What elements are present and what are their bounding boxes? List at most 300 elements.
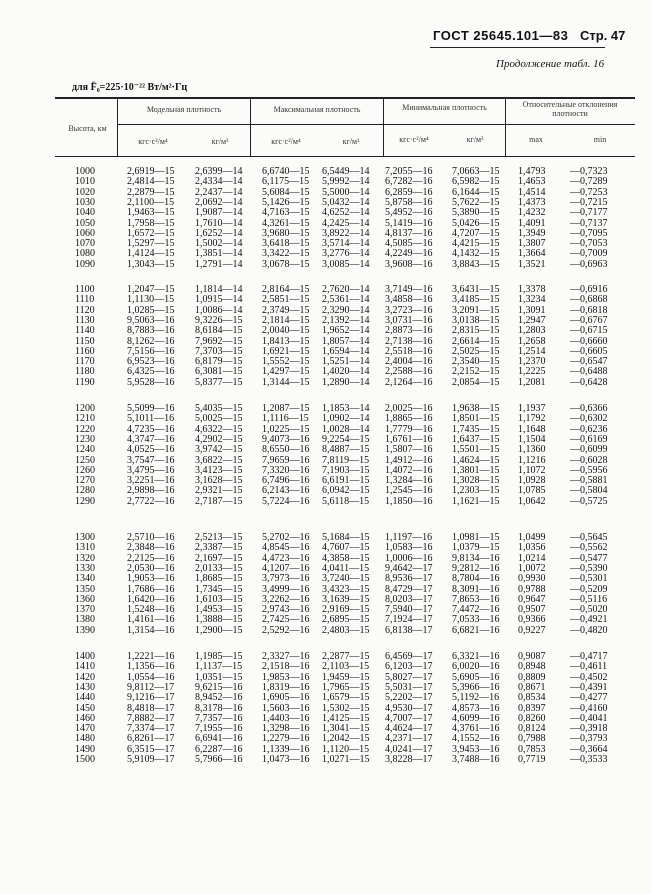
cell-max-kgs: 2,5292—16 bbox=[262, 624, 310, 636]
cell-min-kg: 7,8653—16 bbox=[452, 593, 500, 605]
cell-max-kg: 2,1392—14 bbox=[322, 314, 370, 326]
cell-model-kgs: 1,0285—15 bbox=[127, 304, 175, 316]
cell-model-kg: 7,7357—16 bbox=[195, 712, 243, 724]
cell-max-kgs: 1,8413—15 bbox=[262, 335, 310, 347]
cell-min-kg: 1,8501—15 bbox=[452, 413, 500, 425]
cell-min-kgs: 1,3284—16 bbox=[385, 475, 433, 487]
cell-min-kg: 9,2812—16 bbox=[452, 562, 500, 574]
cell-rel-max: 1,2803 bbox=[518, 325, 546, 337]
cell-min-kgs: 4,8137—16 bbox=[385, 227, 433, 239]
cell-rel-max: 1,4232 bbox=[518, 207, 546, 219]
cell-max-kgs: 6,2143—16 bbox=[262, 485, 310, 497]
cell-model-kg: 1,2791—14 bbox=[195, 258, 243, 270]
cell-max-kgs: 2,3749—15 bbox=[262, 304, 310, 316]
table-condition: для F̄₀=225·10⁻²² Вт/м²·Гц bbox=[72, 82, 188, 93]
cell-max-kg: 1,4125—15 bbox=[322, 712, 370, 724]
cell-model-kgs: 1,4124—15 bbox=[127, 248, 175, 260]
cell-rel-max: 1,0642 bbox=[518, 495, 546, 507]
cell-model-kg: 8,9452—16 bbox=[195, 692, 243, 704]
unit-label: кгс·с²/м⁴ bbox=[138, 137, 168, 146]
cell-model-kg: 8,3178—16 bbox=[195, 702, 243, 714]
cell-max-kgs: 1,2279—16 bbox=[262, 733, 310, 745]
cell-min-kg: 1,0379—15 bbox=[452, 542, 500, 554]
cell-min-kgs: 5,4952—16 bbox=[385, 207, 433, 219]
cell-min-kgs: 2,2588—16 bbox=[385, 366, 433, 378]
header-rule bbox=[430, 47, 605, 48]
cell-min-kg: 7,4472—16 bbox=[452, 604, 500, 616]
cell-max-kgs: 2,9743—16 bbox=[262, 604, 310, 616]
cell-max-kg: 1,1853—14 bbox=[322, 403, 370, 414]
cell-min-kgs: 3,2723—16 bbox=[385, 304, 433, 316]
cell-max-kgs: 1,4403—16 bbox=[262, 712, 310, 724]
cell-model-kg: 1,7345—15 bbox=[195, 583, 243, 595]
cell-min-kg: 8,7804—16 bbox=[452, 573, 500, 585]
cell-model-kg: 1,1814—14 bbox=[195, 284, 243, 295]
unit-label: кгс·с²/м⁴ bbox=[271, 137, 301, 146]
cell-max-kgs: 3,9680—15 bbox=[262, 227, 310, 239]
cell-model-kgs: 1,7958—15 bbox=[127, 217, 175, 229]
cell-rel-max: 0,9507 bbox=[518, 604, 546, 616]
cell-max-kg: 3,8922—14 bbox=[322, 227, 370, 239]
cell-max-kgs: 4,8545—16 bbox=[262, 542, 310, 554]
cell-rel-max: 1,4373 bbox=[518, 196, 546, 208]
cell-rel-max: 1,3949 bbox=[518, 227, 546, 239]
cell-max-kgs: 1,2087—15 bbox=[262, 403, 310, 414]
cell-rel-min: —0,6660 bbox=[570, 335, 608, 347]
cell-max-kg: 2,2877—15 bbox=[322, 651, 370, 662]
cell-height: 1470 bbox=[75, 723, 95, 735]
col-header-model: Модельная плотность bbox=[146, 105, 222, 114]
cell-rel-min: —0,4921 bbox=[570, 614, 608, 626]
cell-min-kg: 1,1621—15 bbox=[452, 495, 500, 507]
cell-max-kgs: 2,5851—15 bbox=[262, 294, 310, 306]
cell-rel-min: —0,7323 bbox=[570, 166, 608, 177]
cell-max-kgs: 1,1339—16 bbox=[262, 743, 310, 755]
cell-model-kgs: 9,5063—16 bbox=[127, 314, 175, 326]
cell-height: 1200 bbox=[75, 403, 95, 414]
cell-height: 1020 bbox=[75, 186, 95, 198]
cell-max-kg: 4,0411—15 bbox=[322, 562, 370, 574]
cell-max-kg: 4,7607—15 bbox=[322, 542, 370, 554]
cell-rel-min: —0,6169 bbox=[570, 433, 608, 445]
cell-max-kg: 4,2425—14 bbox=[322, 217, 370, 229]
cell-rel-min: —0,6767 bbox=[570, 314, 608, 326]
cell-height: 1110 bbox=[75, 294, 95, 306]
cell-rel-max: 0,9930 bbox=[518, 573, 546, 585]
cell-rel-min: —0,4277 bbox=[570, 692, 608, 704]
cell-rel-min: —0,6868 bbox=[570, 294, 608, 306]
col-header-rel-max: max bbox=[529, 135, 543, 144]
cell-height: 1480 bbox=[75, 733, 95, 745]
cell-min-kg: 3,9453—16 bbox=[452, 743, 500, 755]
cell-max-kg: 3,7240—15 bbox=[322, 573, 370, 585]
cell-min-kgs: 4,7007—17 bbox=[385, 712, 433, 724]
cell-model-kgs: 2,3848—16 bbox=[127, 542, 175, 554]
cell-rel-min: —0,5645 bbox=[570, 532, 608, 543]
cell-model-kgs: 2,2879—15 bbox=[127, 186, 175, 198]
cell-height: 1430 bbox=[75, 681, 95, 693]
cell-min-kg: 3,2091—15 bbox=[452, 304, 500, 316]
cell-min-kg: 4,1432—15 bbox=[452, 248, 500, 260]
cell-model-kg: 2,6399—14 bbox=[195, 166, 243, 177]
cell-min-kgs: 3,0731—16 bbox=[385, 314, 433, 326]
cell-max-kg: 2,1103—15 bbox=[322, 661, 370, 673]
cell-height: 1090 bbox=[75, 258, 95, 270]
cell-max-kgs: 1,8319—16 bbox=[262, 681, 310, 693]
cell-model-kgs: 3,7547—16 bbox=[127, 454, 175, 466]
cell-min-kg: 1,7435—15 bbox=[452, 423, 500, 435]
cell-min-kg: 3,4185—15 bbox=[452, 294, 500, 306]
cell-model-kgs: 1,2221—16 bbox=[127, 651, 175, 662]
cell-height: 1220 bbox=[75, 423, 95, 435]
cell-max-kgs: 2,1814—15 bbox=[262, 314, 310, 326]
subheader-rule bbox=[117, 124, 635, 125]
cell-max-kg: 5,0432—14 bbox=[322, 196, 370, 208]
cell-model-kgs: 6,9523—16 bbox=[127, 356, 175, 368]
cell-model-kg: 1,3888—15 bbox=[195, 614, 243, 626]
cell-max-kgs: 2,8164—15 bbox=[262, 284, 310, 295]
cell-height: 1070 bbox=[75, 238, 95, 250]
cell-height: 1160 bbox=[75, 345, 95, 357]
cell-model-kgs: 1,1356—16 bbox=[127, 661, 175, 673]
cell-max-kg: 1,2890—14 bbox=[322, 376, 370, 388]
cell-min-kg: 4,6099—16 bbox=[452, 712, 500, 724]
cell-model-kg: 2,2437—14 bbox=[195, 186, 243, 198]
cell-model-kgs: 5,1011—16 bbox=[127, 413, 175, 425]
cell-min-kgs: 5,8758—16 bbox=[385, 196, 433, 208]
cell-model-kgs: 1,4161—16 bbox=[127, 614, 175, 626]
cell-min-kg: 1,4624—15 bbox=[452, 454, 500, 466]
cell-max-kgs: 1,0473—16 bbox=[262, 754, 310, 765]
cell-min-kg: 1,5501—15 bbox=[452, 444, 500, 456]
cell-min-kg: 2,6614—15 bbox=[452, 335, 500, 347]
cell-min-kgs: 2,5518—16 bbox=[385, 345, 433, 357]
cell-rel-max: 1,0214 bbox=[518, 552, 546, 564]
cell-model-kgs: 3,2251—16 bbox=[127, 475, 175, 487]
cell-max-kgs: 2,3327—16 bbox=[262, 651, 310, 662]
cell-rel-max: 0,8260 bbox=[518, 712, 546, 724]
cell-min-kgs: 7,2055—16 bbox=[385, 166, 433, 177]
cell-model-kg: 1,4953—15 bbox=[195, 604, 243, 616]
cell-model-kg: 6,3081—15 bbox=[195, 366, 243, 378]
cell-rel-max: 0,9087 bbox=[518, 651, 546, 662]
cell-height: 1260 bbox=[75, 464, 95, 476]
cell-min-kgs: 8,4729—17 bbox=[385, 583, 433, 595]
cell-max-kgs: 4,3261—15 bbox=[262, 217, 310, 229]
cell-min-kg: 1,9638—15 bbox=[452, 403, 500, 414]
cell-rel-max: 1,3664 bbox=[518, 248, 546, 260]
cell-model-kgs: 6,4325—16 bbox=[127, 366, 175, 378]
cell-min-kgs: 1,1850—16 bbox=[385, 495, 433, 507]
cell-min-kgs: 4,4624—17 bbox=[385, 723, 433, 735]
cell-model-kgs: 4,0525—16 bbox=[127, 444, 175, 456]
cell-model-kg: 3,9742—15 bbox=[195, 444, 243, 456]
cell-height: 1420 bbox=[75, 671, 95, 683]
cell-max-kg: 5,1684—15 bbox=[322, 532, 370, 543]
cell-rel-max: 1,4653 bbox=[518, 176, 546, 188]
cell-height: 1210 bbox=[75, 413, 95, 425]
cell-model-kg: 3,1628—15 bbox=[195, 475, 243, 487]
cell-max-kgs: 6,1175—15 bbox=[262, 176, 310, 188]
cell-model-kg: 5,4035—15 bbox=[195, 403, 243, 414]
cell-model-kg: 3,6822—15 bbox=[195, 454, 243, 466]
cell-rel-min: —0,5477 bbox=[570, 552, 608, 564]
cell-max-kg: 7,8119—15 bbox=[322, 454, 370, 466]
cell-max-kg: 1,4020—14 bbox=[322, 366, 370, 378]
cell-max-kg: 1,3041—15 bbox=[322, 723, 370, 735]
cell-rel-min: —0,3533 bbox=[570, 754, 608, 765]
cell-min-kgs: 1,0583—16 bbox=[385, 542, 433, 554]
cell-max-kgs: 1,6921—15 bbox=[262, 345, 310, 357]
cell-model-kg: 8,6184—15 bbox=[195, 325, 243, 337]
cell-max-kg: 1,2042—15 bbox=[322, 733, 370, 745]
cell-rel-min: —0,4611 bbox=[570, 661, 608, 673]
cell-min-kgs: 8,9536—17 bbox=[385, 573, 433, 585]
cell-max-kgs: 4,4723—16 bbox=[262, 552, 310, 564]
cell-model-kgs: 1,9463—15 bbox=[127, 207, 175, 219]
cell-min-kgs: 3,8228—17 bbox=[385, 754, 433, 765]
cell-min-kgs: 9,4642—17 bbox=[385, 562, 433, 574]
cell-model-kgs: 1,6572—15 bbox=[127, 227, 175, 239]
cell-rel-min: —0,6818 bbox=[570, 304, 608, 316]
cell-rel-min: —0,3793 bbox=[570, 733, 608, 745]
cell-min-kgs: 6,2859—16 bbox=[385, 186, 433, 198]
cell-height: 1500 bbox=[75, 754, 95, 765]
cell-min-kgs: 4,5085—16 bbox=[385, 238, 433, 250]
cell-max-kg: 3,5714—14 bbox=[322, 238, 370, 250]
cell-rel-min: —0,7177 bbox=[570, 207, 608, 219]
cell-rel-min: —0,6099 bbox=[570, 444, 608, 456]
cell-rel-max: 1,2081 bbox=[518, 376, 546, 388]
cell-min-kgs: 4,9530—17 bbox=[385, 702, 433, 714]
cell-max-kg: 6,6191—15 bbox=[322, 475, 370, 487]
cell-model-kg: 5,7966—16 bbox=[195, 754, 243, 765]
cell-min-kg: 5,3890—15 bbox=[452, 207, 500, 219]
cell-min-kg: 7,0663—15 bbox=[452, 166, 500, 177]
cell-max-kgs: 3,2262—16 bbox=[262, 593, 310, 605]
cell-max-kg: 1,7965—15 bbox=[322, 681, 370, 693]
cell-rel-max: 1,4793 bbox=[518, 166, 546, 177]
cell-model-kgs: 2,2125—16 bbox=[127, 552, 175, 564]
cell-model-kgs: 4,7235—16 bbox=[127, 423, 175, 435]
cell-height: 1000 bbox=[75, 166, 95, 177]
cell-model-kgs: 5,5099—16 bbox=[127, 403, 175, 414]
cell-max-kgs: 4,7163—15 bbox=[262, 207, 310, 219]
cell-rel-max: 0,7719 bbox=[518, 754, 546, 765]
cell-min-kg: 5,7622—15 bbox=[452, 196, 500, 208]
cell-model-kgs: 1,1130—15 bbox=[127, 294, 175, 306]
cell-model-kg: 2,3387—15 bbox=[195, 542, 243, 554]
cell-model-kgs: 6,3515—17 bbox=[127, 743, 175, 755]
cell-height: 1100 bbox=[75, 284, 95, 295]
cell-height: 1250 bbox=[75, 454, 95, 466]
cell-rel-max: 1,3378 bbox=[518, 284, 546, 295]
cell-max-kgs: 1,9853—16 bbox=[262, 671, 310, 683]
cell-model-kg: 3,4123—15 bbox=[195, 464, 243, 476]
cell-model-kg: 2,7187—15 bbox=[195, 495, 243, 507]
cell-min-kgs: 2,4004—16 bbox=[385, 356, 433, 368]
cell-min-kg: 1,3028—15 bbox=[452, 475, 500, 487]
cell-max-kg: 1,6579—15 bbox=[322, 692, 370, 704]
cell-model-kgs: 2,7722—16 bbox=[127, 495, 175, 507]
cell-model-kg: 1,1985—15 bbox=[195, 651, 243, 662]
cell-model-kg: 1,8685—15 bbox=[195, 573, 243, 585]
cell-min-kg: 3,8843—15 bbox=[452, 258, 500, 270]
cell-max-kgs: 1,3298—16 bbox=[262, 723, 310, 735]
cell-model-kg: 1,2900—15 bbox=[195, 624, 243, 636]
cell-model-kgs: 1,9053—16 bbox=[127, 573, 175, 585]
cell-model-kg: 6,2287—16 bbox=[195, 743, 243, 755]
cell-model-kgs: 3,4795—16 bbox=[127, 464, 175, 476]
col-header-min: Минимальная плотность bbox=[402, 103, 487, 112]
cell-min-kg: 2,3540—15 bbox=[452, 356, 500, 368]
cell-min-kg: 6,6821—16 bbox=[452, 624, 500, 636]
cell-min-kgs: 1,1197—16 bbox=[385, 532, 433, 543]
cell-max-kgs: 1,6905—16 bbox=[262, 692, 310, 704]
cell-rel-max: 1,1216 bbox=[518, 454, 546, 466]
cell-rel-min: —0,5301 bbox=[570, 573, 608, 585]
cell-max-kgs: 3,6418—15 bbox=[262, 238, 310, 250]
cell-rel-max: 1,0356 bbox=[518, 542, 546, 554]
cell-rel-min: —0,6302 bbox=[570, 413, 608, 425]
cell-rel-min: —0,7009 bbox=[570, 248, 608, 260]
cell-max-kgs: 1,5603—16 bbox=[262, 702, 310, 714]
cell-rel-max: 1,2514 bbox=[518, 345, 546, 357]
cell-max-kg: 1,0028—14 bbox=[322, 423, 370, 435]
page-number: Стр. 47 bbox=[580, 28, 626, 43]
cell-min-kgs: 8,0203—17 bbox=[385, 593, 433, 605]
cell-max-kg: 5,6118—15 bbox=[322, 495, 370, 507]
cell-max-kgs: 1,0225—15 bbox=[262, 423, 310, 435]
cell-height: 1240 bbox=[75, 444, 95, 456]
cell-min-kgs: 6,8138—17 bbox=[385, 624, 433, 636]
cell-rel-max: 1,1937 bbox=[518, 403, 546, 414]
cell-model-kgs: 1,5248—16 bbox=[127, 604, 175, 616]
cell-rel-max: 1,2370 bbox=[518, 356, 546, 368]
cell-rel-min: —0,4391 bbox=[570, 681, 608, 693]
cell-height: 1010 bbox=[75, 176, 95, 188]
cell-height: 1410 bbox=[75, 661, 95, 673]
cell-model-kg: 1,6103—15 bbox=[195, 593, 243, 605]
cell-min-kg: 4,3761—16 bbox=[452, 723, 500, 735]
cell-min-kgs: 6,7282—16 bbox=[385, 176, 433, 188]
cell-height: 1140 bbox=[75, 325, 95, 337]
cell-height: 1040 bbox=[75, 207, 95, 219]
cell-rel-min: —0,5020 bbox=[570, 604, 608, 616]
cell-height: 1370 bbox=[75, 604, 95, 616]
cell-max-kgs: 5,2702—16 bbox=[262, 532, 310, 543]
cell-max-kg: 3,1639—15 bbox=[322, 593, 370, 605]
cell-model-kgs: 2,1100—15 bbox=[127, 196, 175, 208]
cell-max-kg: 5,5000—14 bbox=[322, 186, 370, 198]
cell-model-kg: 7,9692—15 bbox=[195, 335, 243, 347]
cell-height: 1060 bbox=[75, 227, 95, 239]
cell-model-kg: 1,9087—14 bbox=[195, 207, 243, 219]
cell-max-kgs: 2,7425—16 bbox=[262, 614, 310, 626]
cell-max-kg: 5,9992—14 bbox=[322, 176, 370, 188]
cell-rel-min: —0,7137 bbox=[570, 217, 608, 229]
cell-min-kgs: 5,2202—17 bbox=[385, 692, 433, 704]
cell-model-kg: 1,0351—15 bbox=[195, 671, 243, 683]
cell-min-kg: 5,1192—16 bbox=[452, 692, 500, 704]
cell-rel-min: —0,7053 bbox=[570, 238, 608, 250]
cell-min-kg: 6,1644—15 bbox=[452, 186, 500, 198]
cell-rel-min: —0,4717 bbox=[570, 651, 608, 662]
cell-min-kgs: 5,1419—16 bbox=[385, 217, 433, 229]
cell-model-kg: 2,1697—15 bbox=[195, 552, 243, 564]
cell-model-kg: 6,6941—16 bbox=[195, 733, 243, 745]
cell-rel-min: —0,6236 bbox=[570, 423, 608, 435]
cell-max-kgs: 3,0678—15 bbox=[262, 258, 310, 270]
cell-max-kgs: 5,7224—16 bbox=[262, 495, 310, 507]
cell-rel-min: —0,4160 bbox=[570, 702, 608, 714]
cell-height: 1340 bbox=[75, 573, 95, 585]
cell-max-kg: 4,3858—15 bbox=[322, 552, 370, 564]
cell-height: 1390 bbox=[75, 624, 95, 636]
col-header-height: Высота, км bbox=[68, 124, 107, 133]
cell-model-kgs: 7,5156—16 bbox=[127, 345, 175, 357]
cell-model-kgs: 5,9528—16 bbox=[127, 376, 175, 388]
cell-rel-max: 0,8948 bbox=[518, 661, 546, 673]
cell-rel-min: —0,4041 bbox=[570, 712, 608, 724]
cell-min-kg: 5,6905—16 bbox=[452, 671, 500, 683]
cell-model-kgs: 1,5297—15 bbox=[127, 238, 175, 250]
cell-rel-min: —0,6605 bbox=[570, 345, 608, 357]
cell-rel-max: 0,8809 bbox=[518, 671, 546, 683]
cell-rel-max: 1,1504 bbox=[518, 433, 546, 445]
cell-height: 1030 bbox=[75, 196, 95, 208]
cell-max-kgs: 4,1207—16 bbox=[262, 562, 310, 574]
cell-max-kg: 2,3290—14 bbox=[322, 304, 370, 316]
cell-model-kgs: 2,9898—16 bbox=[127, 485, 175, 497]
cell-height: 1120 bbox=[75, 304, 95, 316]
cell-max-kgs: 1,1116—15 bbox=[262, 413, 309, 425]
cell-rel-max: 0,9788 bbox=[518, 583, 546, 595]
cell-height: 1190 bbox=[75, 376, 95, 388]
cell-max-kgs: 6,6740—15 bbox=[262, 166, 310, 177]
cell-min-kg: 7,0533—16 bbox=[452, 614, 500, 626]
cell-min-kgs: 5,8027—17 bbox=[385, 671, 433, 683]
cell-min-kg: 3,6431—15 bbox=[452, 284, 500, 295]
cell-min-kgs: 6,4569—17 bbox=[385, 651, 433, 662]
cell-model-kg: 7,1955—16 bbox=[195, 723, 243, 735]
cell-rel-min: —0,3664 bbox=[570, 743, 608, 755]
cell-min-kgs: 1,8865—16 bbox=[385, 413, 433, 425]
cell-rel-min: —0,5116 bbox=[570, 593, 608, 605]
cell-rel-max: 0,8534 bbox=[518, 692, 546, 704]
cell-model-kgs: 9,1216—17 bbox=[127, 692, 175, 704]
cell-min-kg: 5,0426—15 bbox=[452, 217, 500, 229]
cell-min-kgs: 4,2371—17 bbox=[385, 733, 433, 745]
cell-rel-min: —0,6366 bbox=[570, 403, 608, 414]
cell-max-kg: 6,0942—15 bbox=[322, 485, 370, 497]
table-continuation-label: Продолжение табл. 16 bbox=[496, 58, 605, 70]
cell-model-kgs: 8,4818—17 bbox=[127, 702, 175, 714]
cell-max-kg: 2,6895—15 bbox=[322, 614, 370, 626]
cell-max-kgs: 7,3320—16 bbox=[262, 464, 310, 476]
cell-min-kgs: 7,1924—17 bbox=[385, 614, 433, 626]
cell-min-kgs: 2,8873—16 bbox=[385, 325, 433, 337]
cell-min-kgs: 3,9608—16 bbox=[385, 258, 433, 270]
cell-model-kg: 1,6252—14 bbox=[195, 227, 243, 239]
cell-max-kgs: 9,4073—16 bbox=[262, 433, 310, 445]
cell-height: 1290 bbox=[75, 495, 95, 507]
cell-rel-max: 0,7988 bbox=[518, 733, 546, 745]
cell-max-kgs: 8,6550—16 bbox=[262, 444, 310, 456]
cell-min-kg: 5,3966—16 bbox=[452, 681, 500, 693]
cell-height: 1310 bbox=[75, 542, 95, 554]
cell-rel-max: 1,0928 bbox=[518, 475, 546, 487]
